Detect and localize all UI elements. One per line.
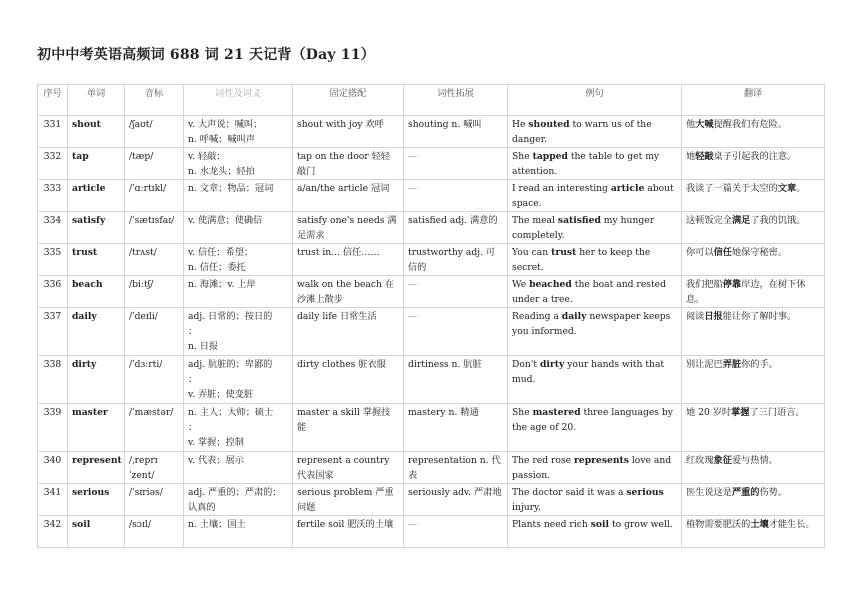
translation-keyword: 信任: [713, 247, 732, 258]
extension-cell: dirtiness n. 肮脏: [404, 356, 508, 404]
example-cell: [508, 452, 682, 484]
example-text: the boat and rested under a tree.: [512, 279, 666, 305]
translation-text: 我读了一篇关于太空的: [686, 183, 778, 194]
extension-cell: —: [404, 148, 508, 180]
word-cell: dirty: [68, 356, 125, 404]
translation-keyword: 象征: [713, 455, 732, 466]
example-text: Plants need rich: [512, 519, 591, 530]
example-text: three languages by the age of 20.: [512, 407, 673, 433]
phrase-cell: satisfy one's needs 满足需求: [293, 212, 404, 244]
word-cell: article: [68, 180, 125, 212]
example-text: my hunger completely.: [512, 215, 655, 241]
example-text: about space.: [512, 183, 674, 209]
row-number: 335: [38, 244, 68, 276]
translation-cell: [682, 484, 825, 516]
translation-keyword: 严重的: [731, 487, 760, 498]
row-number: 336: [38, 276, 68, 308]
translation-cell: [682, 404, 825, 452]
example-text: I read an interesting: [512, 183, 611, 194]
translation-text: 提醒我们有危险。: [713, 119, 788, 130]
phonetic-cell: /biːtʃ/: [125, 276, 184, 308]
meaning-cell: v. 轻敲； n. 水龙头；轻拍: [184, 148, 293, 180]
table-row: [38, 148, 825, 180]
phonetic-cell: /sɔɪl/: [125, 516, 184, 548]
phrase-cell: daily life 日常生活: [293, 308, 404, 356]
translation-keyword: 大喊: [695, 119, 714, 130]
translation-text: 她保守秘密。: [731, 247, 788, 258]
phonetic-cell: /tæp/: [125, 148, 184, 180]
header-meaning: 词性及词义: [184, 85, 293, 116]
phrase-cell: represent a country 代表国家: [293, 452, 404, 484]
example-text: to grow well.: [609, 519, 673, 530]
meaning-cell: v. 代表；展示: [184, 452, 293, 484]
word-cell: tap: [68, 148, 125, 180]
example-keyword: trust: [551, 247, 577, 258]
translation-cell: [682, 516, 825, 548]
table-row: [38, 404, 825, 452]
phonetic-cell: /ˌreprɪˈzent/: [125, 452, 184, 484]
example-text: to warn us of the danger.: [512, 119, 652, 145]
translation-keyword: 轻敲: [695, 151, 714, 162]
phonetic-cell: /ˈdeɪli/: [125, 308, 184, 356]
translation-keyword: 日报: [704, 311, 723, 322]
extension-cell: —: [404, 276, 508, 308]
translation-cell: [682, 180, 825, 212]
translation-cell: [682, 116, 825, 148]
translation-text: 她: [686, 151, 696, 162]
phonetic-cell: /ʃaʊt/: [125, 116, 184, 148]
example-keyword: shouted: [528, 119, 570, 130]
row-number: 339: [38, 404, 68, 452]
word-cell: represent: [68, 452, 125, 484]
example-keyword: soil: [590, 519, 610, 530]
translation-text: 你可以: [686, 247, 714, 258]
example-cell: [508, 116, 682, 148]
translation-text: 。: [796, 183, 806, 194]
extension-cell: —: [404, 308, 508, 356]
extension-cell: —: [404, 516, 508, 548]
translation-text: 岸边，在树下休息。: [686, 279, 806, 305]
translation-cell: [682, 452, 825, 484]
meaning-cell: adj. 肮脏的；卑鄙的 ； v. 弄脏；使变脏: [184, 356, 293, 404]
phonetic-cell: /ˈdɜːrti/: [125, 356, 184, 404]
row-number: 337: [38, 308, 68, 356]
example-keyword: mastered: [532, 407, 581, 418]
example-cell: [508, 276, 682, 308]
table-row: [38, 276, 825, 308]
example-cell: [508, 516, 682, 548]
meaning-cell: n. 主人；大师；硕士 ； v. 掌握；控制: [184, 404, 293, 452]
word-cell: serious: [68, 484, 125, 516]
phrase-cell: fertile soil 肥沃的土壤: [293, 516, 404, 548]
translation-text: 了我的饥饿。: [750, 215, 806, 226]
header-phrase: 固定搭配: [293, 85, 404, 116]
table-row: [38, 180, 825, 212]
meaning-cell: v. 大声说；喊叫； n. 呼喊；喊叫声: [184, 116, 293, 148]
table-row: [38, 356, 825, 404]
translation-text: 我们把船: [686, 279, 723, 290]
phonetic-cell: /ˈsætɪsfaɪ/: [125, 212, 184, 244]
translation-text: 伤势。: [759, 487, 788, 498]
example-text: injury.: [512, 502, 541, 513]
extension-cell: shouting n. 喊叫: [404, 116, 508, 148]
translation-text: 红玫瑰: [686, 455, 714, 466]
phonetic-cell: /ˈɑːrtɪkl/: [125, 180, 184, 212]
table-row: [38, 452, 825, 484]
table-row: [38, 116, 825, 148]
header-index: 序号: [38, 85, 68, 116]
translation-text: 植物需要肥沃的: [686, 519, 751, 530]
header-example: 例句: [508, 85, 682, 116]
row-number: 342: [38, 516, 68, 548]
table-row: [38, 516, 825, 548]
translation-text: 才能生长。: [768, 519, 815, 530]
table-header-row: [38, 85, 825, 116]
example-text: your hands with that mud.: [512, 359, 665, 385]
phrase-cell: shout with joy 欢呼: [293, 116, 404, 148]
example-text: Don't: [512, 359, 540, 370]
example-cell: [508, 148, 682, 180]
row-number: 341: [38, 484, 68, 516]
phrase-cell: master a skill 掌握技能: [293, 404, 404, 452]
extension-cell: satisfied adj. 满意的: [404, 212, 508, 244]
translation-text: 阅读: [686, 311, 705, 322]
translation-cell: [682, 356, 825, 404]
example-cell: [508, 308, 682, 356]
word-cell: satisfy: [68, 212, 125, 244]
meaning-cell: n. 海滩；v. 上岸: [184, 276, 293, 308]
translation-keyword: 文章: [777, 183, 797, 194]
example-keyword: dirty: [539, 359, 565, 370]
translation-keyword: 停靠: [722, 279, 742, 290]
phrase-cell: trust in... 信任……: [293, 244, 404, 276]
phonetic-cell: /ˈmæstər/: [125, 404, 184, 452]
phonetic-cell: /ˈsɪriəs/: [125, 484, 184, 516]
extension-cell: seriously adv. 严肃地: [404, 484, 508, 516]
translation-cell: [682, 308, 825, 356]
example-text: He: [512, 119, 529, 130]
translation-keyword: 土壤: [750, 519, 769, 530]
example-text: We: [512, 279, 530, 290]
example-cell: [508, 180, 682, 212]
translation-cell: [682, 148, 825, 180]
word-cell: beach: [68, 276, 125, 308]
example-text: The red rose: [512, 455, 575, 466]
phrase-cell: walk on the beach 在沙滩上散步: [293, 276, 404, 308]
phonetic-cell: /trʌst/: [125, 244, 184, 276]
row-number: 333: [38, 180, 68, 212]
extension-cell: representation n. 代表: [404, 452, 508, 484]
example-keyword: beached: [529, 279, 572, 290]
translation-text: 他: [686, 119, 696, 130]
translation-text: 桌子引起我的注意。: [713, 151, 797, 162]
example-cell: [508, 484, 682, 516]
meaning-cell: n. 土壤；国土: [184, 516, 293, 548]
translation-text: 医生说这是: [686, 487, 732, 498]
row-number: 338: [38, 356, 68, 404]
example-keyword: represents: [574, 455, 629, 466]
word-cell: master: [68, 404, 125, 452]
translation-text: 这顿饭完全: [686, 215, 732, 226]
example-cell: [508, 212, 682, 244]
translation-keyword: 满足: [731, 215, 751, 226]
translation-cell: [682, 276, 825, 308]
translation-cell: [682, 244, 825, 276]
example-text: the table to get my attention.: [512, 151, 660, 177]
phrase-cell: serious problem 严重问题: [293, 484, 404, 516]
row-number: 334: [38, 212, 68, 244]
meaning-cell: adj. 严重的；严肃的；认真的: [184, 484, 293, 516]
meaning-cell: adj. 日常的；按日的 ； n. 日报: [184, 308, 293, 356]
translation-keyword: 掌握: [731, 407, 750, 418]
meaning-cell: v. 信任；希望； n. 信任；委托: [184, 244, 293, 276]
translation-text: 爱与热情。: [731, 455, 778, 466]
table-row: [38, 308, 825, 356]
table-row: [38, 484, 825, 516]
page-title: 初中中考英语高频词 688 词 21 天记背（Day 11）: [37, 47, 375, 63]
meaning-cell: n. 文章；物品；冠词: [184, 180, 293, 212]
example-keyword: daily: [561, 311, 587, 322]
translation-text: 能让你了解时事。: [722, 311, 797, 322]
meaning-cell: v. 使满意；使确信: [184, 212, 293, 244]
example-keyword: serious: [626, 487, 664, 498]
translation-text: 你的手。: [741, 359, 778, 370]
example-text: She: [512, 151, 533, 162]
example-cell: [508, 404, 682, 452]
translation-text: 了三门语言。: [749, 407, 805, 418]
translation-text: 别让泥巴: [686, 359, 723, 370]
row-number: 340: [38, 452, 68, 484]
example-text: newspaper keeps you informed.: [512, 311, 671, 337]
translation-text: 她 20 岁时: [686, 407, 732, 418]
phrase-cell: tap on the door 轻轻敲门: [293, 148, 404, 180]
extension-cell: —: [404, 180, 508, 212]
example-cell: [508, 356, 682, 404]
example-keyword: tapped: [532, 151, 568, 162]
row-number: 331: [38, 116, 68, 148]
example-text: The doctor said it was a: [512, 487, 627, 498]
phrase-cell: a/an/the article 冠词: [293, 180, 404, 212]
example-cell: [508, 244, 682, 276]
table-row: [38, 212, 825, 244]
word-cell: shout: [68, 116, 125, 148]
extension-cell: trustworthy adj. 可信的: [404, 244, 508, 276]
extension-cell: mastery n. 精通: [404, 404, 508, 452]
header-translation: 翻译: [682, 85, 825, 116]
example-text: Reading a: [512, 311, 562, 322]
vocabulary-table: [37, 84, 825, 548]
example-keyword: article: [610, 183, 645, 194]
example-text: You can: [512, 247, 552, 258]
example-keyword: satisfied: [557, 215, 601, 226]
translation-keyword: 弄脏: [722, 359, 742, 370]
header-extension: 词性拓展: [404, 85, 508, 116]
word-cell: trust: [68, 244, 125, 276]
word-cell: daily: [68, 308, 125, 356]
table-row: [38, 244, 825, 276]
phrase-cell: dirty clothes 脏衣服: [293, 356, 404, 404]
example-text: her to keep the secret.: [512, 247, 651, 273]
word-cell: soil: [68, 516, 125, 548]
example-text: She: [512, 407, 533, 418]
example-text: The meal: [512, 215, 558, 226]
header-phonetic: 音标: [125, 85, 184, 116]
header-word: 单词: [68, 85, 125, 116]
row-number: 332: [38, 148, 68, 180]
example-text: love and passion.: [512, 455, 672, 481]
translation-cell: [682, 212, 825, 244]
